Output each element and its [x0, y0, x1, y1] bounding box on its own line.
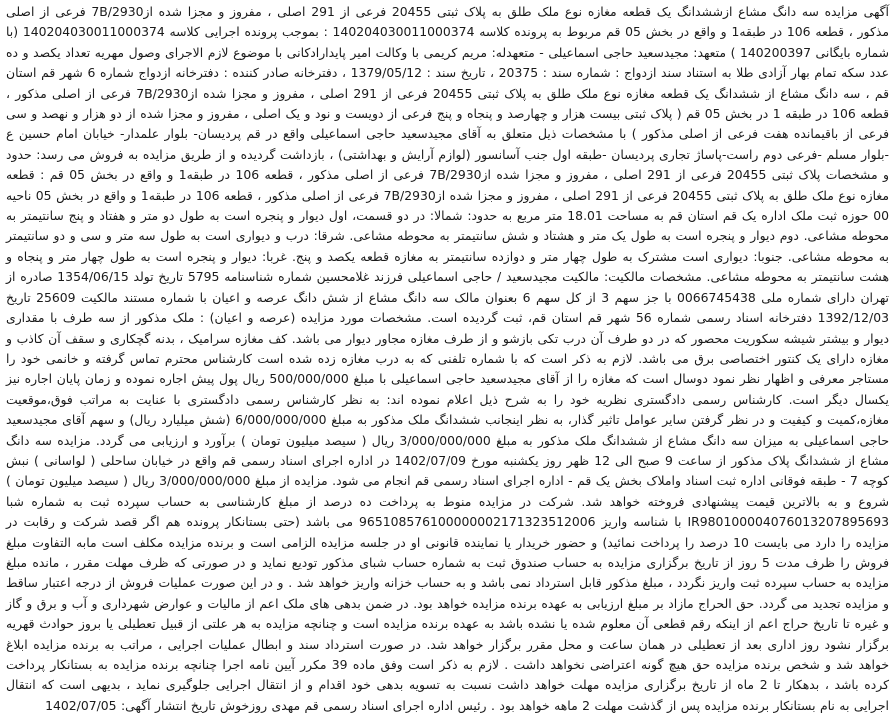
- auction-notice-text: آگهی مزایده سه دانگ مشاع ازششدانگ یک قطعه مغازه نوع ملک طلق به پلاک ثبتی 20455 فرعی از 291 اصلی ، مفروز و مجزا شده از7B/2930 فرعی از اصلی مذکور ، قطعه 106 در طبقه1 و واقع در بخش 05 قم مربوط به پرونده کلاسه 140204030011000374 : بموجب پرونده اجرایی کلاسه 140204030011000374 (با شماره بایگانی 140200397 ) متعهد: مجیدسعید حاجی اسماعیلی - متعهدله: مریم کریمی با وکالت امیر پایدارادکانی با موضوع لازم الاجرای وصول مهریه تعداد یکصد و ده عدد سکه تمام بهار آزادی طلا به استناد سند ازدواج : شماره سند : 20375 ، تاریخ سند : 1379/05/12 ، دفترخانه صادر کننده : دفترخانه ازدواج شماره 6 شهر قم استان قم ، سه دانگ مشاع از ششدانگ یک قطعه مغازه نوع ملک طلق به پلاک ثبتی 20455 فرعی از 291 اصلی ، مفروز و مجزا شده از7B/2930 فرعی از اصلی مذکور ، قطعه 106 در طبقه 1 در بخش 05 قم ( پلاک ثبتی بیست هزار و چهارصد و پنجاه و پنج فرعی از دویست و نود و یک اصلی ، مفروز و مجزا شده از دو هزار و نهصد و سی فرعی از باقیمانده هفت فرعی از اصلی مذکور ) با مشخصات ذیل متعلق به آقای مجیدسعید حاجی اسماعیلی واقع در قم پردیسان- بلوار علمدار- خیابان امام حسین ع -بلوار مسلم -فرعی دوم راست-پاساژ تجاری پردیسان -طبقه اول جنب آسانسور (لوازم آرایش و بهداشتی) ، بازداشت گردیده و از طریق مزایده به فروش می رسد: حدود و مشخصات پلاک ثبتی 20455 فرعی از 291 اصلی ، مفروز و مجزا شده از7B/2930 فرعی از اصلی مذکور ، قطعه 106 در طبقه1 و واقع در بخش 05 قم : قطعه مغازه نوع ملک طلق به پلاک ثبتی 20455 فرعی از 291 اصلی ، مفروز و مجزا شده از7B/2930 فرعی از اصلی مذکور ، قطعه 106 در طبقه1 و واقع در بخش 05 ناحیه 00 حوزه ثبت ملک اداره یک قم استان قم به مساحت 18.01 متر مربع به حدود: شمالا: در دو قسمت، اول دیوار و پنجره است به طول دو متر و هفتاد و پنج سانتیمتر به محوطه مشاعی. دوم دیوار و پنجره است به طول یک متر و هشتاد و شش سانتیمتر به محوطه مشاعی. شرقا: درب و دیواری است به طول سه متر و سی و دو سانتیمتر به محوطه مشاعی. جنوبا: دیواری است مشترک به طول چهار متر و دوازده سانتیمتر به مغازه قطعه یکصد و پنج. غربا: دیوار و پنجره است به طول چهار متر و پنجاه و هشت سانتیمتر به محوطه مشاعی. مشخصات مالکیت: مالکیت مجیدسعید / حاجی اسماعیلی فرزند غلامحسین شماره شناسنامه 5795 تاریخ تولد 1354/06/15 صادره از تهران دارای شماره ملی 0066745438 با جز سهم 3 از کل سهم 6 بعنوان مالک سه دانگ مشاع از شش دانگ عرصه و اعیان با شماره مستند مالکیت 25609 تاریخ 1392/12/03 دفترخانه اسناد رسمی شماره 56 شهر قم استان قم، ثبت گردیده است. مشخصات مورد مزایده (عرصه و اعیان) : ملک مذکور از سه طرف با مقداری دیوار و بیشتر شیشه سکوریت محصور که در دو طرف آن درب تکی بازشو و از طرف مغازه مجاور دیوار می باشد. کف مغازه سرامیک ، بدنه گچکاری و سقف آن کاذب و مغازه دارای یک کنتور اختصاصی برق می باشد. لازم به ذکر است که با شماره تلفنی که به درب مغازه زده شده است کارشناس محترم تماس گرفته و خانمی خود را مستاجر معرفی و اظهار نظر نمود دوسال است که مغازه را از آقای مجیدسعید حاجی اسماعیلی با مبلغ 500/000/000 ریال پول پیش اجاره نموده و زمان پایان اجاره نیز یکسال دیگر است. کارشناس رسمی دادگستری نظریه خود را به شرح ذیل اعلام نموده اند: به نظر کارشناس رسمی دادگستری با عنایت به مراتب فوق،موقعیت مغازه،کمیت و کیفیت و در نظر گرفتن سایر عوامل تاثیر گذار، به نظر اینجانب ششدانگ ملک مذکور به مبلغ 6/000/000/000 (شش میلیارد ریال) و سهم آقای مجیدسعید حاجی اسماعیلی به میزان سه دانگ مشاع از ششدانگ ملک مذکور به مبلغ 3/000/000/000 ریال ( سیصد میلیون تومان ) برآورد و ارزیابی می گردد. مزایده سه دانگ مشاع از ششدانگ پلاک مذکور از ساعت 9 صبح الی 12 ظهر روز یکشنبه مورخ 1402/07/09 در اداره اجرای اسناد رسمی قم واقع در خیابان ساحلی ( لواسانی ) نبش کوچه 7 - طبقه فوقانی اداره ثبت اسناد واملاک بخش یک قم - اداره اجرای اسناد رسمی قم انجام می شود. مزایده از مبلغ 3/000/000/000 ریال ( سیصد میلیون تومان ) شروع و به بالاترین قیمت پیشنهادی فروخته خواهد شد. شرکت در مزایده منوط به پرداخت ده درصد از مبلغ کارشناسی به حساب سپرده ثبت به شماره شبا IR980100004076013207895693 با شناسه واریز 965108576100000002171323512006 می باشد (حتی بستانکار پرونده هم اگر قصد شرکت و رقابت در مزایده را دارد می بایست 10 درصد را پرداخت نمائید) و حضور خریدار یا نماینده قانونی او در جلسه مزایده الزامی است و برنده مزایده مکلف است مابه التفاوت مبلغ فروش را ظرف مدت 5 روز از تاریخ برگزاری مزایده به حساب صندوق ثبت به شماره حساب شبای مذکور تودیع نماید و در صورتی که ظرف مهلت مقرر ، مانده مبلغ مزایده به حساب سپرده ثبت واریز نگردد ، مبلغ مذکور قابل استرداد نمی باشد و به حساب خزانه واریز خواهد شد . و در این صورت عملیات فروش از درجه اعتبار ساقط و مزایده تجدید می گردد. حق الحراج مازاد بر مبلغ ارزیابی به عهده برنده مزایده خواهد بود. در ضمن بدهی های ملک اعم از مالیات و عوارض شهرداری و آب و برق و گاز و غیره تا تاریخ حراج اعم از اینکه رقم قطعی آن معلوم شده یا نشده باشد به عهده برنده مزایده است و چنانچه مزایده به هر علتی از قبیل تعطیلی یا بروز حوادث قهریه برگزار نشود روز اداری بعد از تعطیلی در همان ساعت و محل مقرر برگزار خواهد شد. در صورت استرداد سند و ابطال عملیات اجرایی ، مراتب به برنده مزایده ابلاغ خواهد شد و شخص برنده مزایده حق هیچ گونه اعتراضی نخواهد داشت . لازم به ذکر است وفق ماده 39 مکرر آیین نامه اجرا چنانچه برنده مزایده به بستانکار پرداخت کرده باشد ، بدهکار تا 2 ماه از تاریخ برگزاری مزایده مهلت خواهد داشت نسبت به تسویه بدهی خود اقدام و از انتقال اجرایی جلوگیری نماید ، بدیهی است که انتقال اجرایی به نام بستانکار برنده مزایده پس از گذشت مهلت 2 ماهه خواهد بود . رئیس اداره اجرای اسناد رسمی قم مهدی روزخوش تاریخ انتشار آگهی: 1402/07/05: [6, 4, 890, 713]
